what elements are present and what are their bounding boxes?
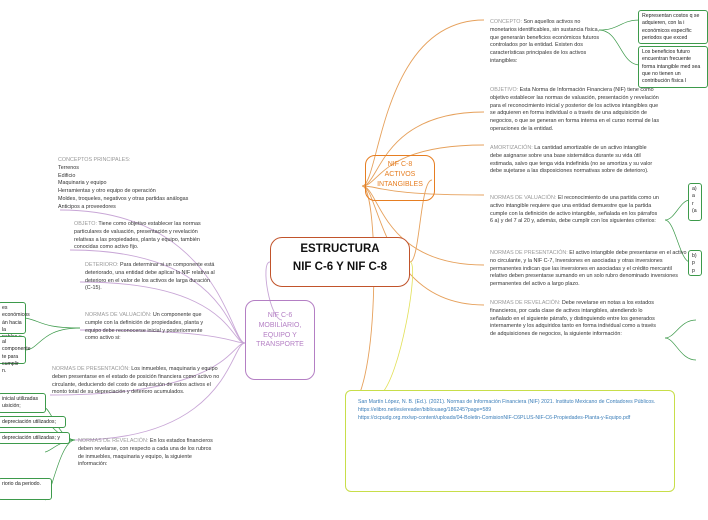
reference-link-1[interactable]: https://elibro.net/es/ereader/bibliouaeg/186245?page=589 bbox=[358, 406, 492, 413]
c6-revelacion-text: En los estados financieros deben revelarse, con respecto a cada una de los rubros de inmuebles, maquinaria y equipo, la siguiente información: bbox=[78, 438, 213, 468]
c6-objeto-label: OBJETO: bbox=[74, 221, 97, 227]
c6-concepto-6: Anticipos a proveedores bbox=[58, 203, 116, 210]
c6-conceptos[interactable] bbox=[58, 157, 218, 212]
c8-revelacion[interactable] bbox=[490, 300, 660, 339]
topic-nif-c8[interactable]: NIF C-8 ACTIVOS INTANGIBLES bbox=[365, 155, 435, 201]
c6-revelacion-label: NORMAS DE REVELACIÓN: bbox=[78, 438, 149, 444]
c6-revelacion-child-4[interactable]: riorio da periodo. bbox=[0, 478, 52, 500]
c8-revelacion-label: NORMAS DE REVELACIÓN: bbox=[490, 300, 561, 306]
c8-valuacion-child-a[interactable]: a) a r (a bbox=[688, 183, 702, 221]
c6-concepto-3: Maquinaria y equipo bbox=[58, 180, 107, 187]
c8-concepto-label: CONCEPTO: bbox=[490, 19, 522, 25]
c6-conceptos-label: CONCEPTOS PRINCIPALES: bbox=[58, 157, 131, 163]
c8-valuacion-label: NORMAS DE VALUACIÓN: bbox=[490, 195, 557, 201]
central-subtitle: NIF C-6 Y NIF C-8 bbox=[292, 260, 388, 273]
central-topic[interactable] bbox=[270, 237, 410, 287]
c6-presentacion[interactable] bbox=[52, 366, 224, 397]
reference-link-2[interactable]: https://cicpudg.org.mx/wp-content/uploads/04-Boletin-ComisionNIF-C6PLUS-NIF-C6-Propiedades-Planta-y-Equipo.pdf bbox=[358, 414, 631, 421]
c6-concepto-2: Edificio bbox=[58, 172, 76, 179]
c6-deterioro-text: Para determinar si un componente está deteriorado, una entidad debe aplicar la NIF relativa al deterioro en el valor de los activos de larga duración (C-15). bbox=[85, 262, 215, 292]
c6-objeto[interactable] bbox=[74, 221, 216, 252]
c8-valuacion-text: El reconocimiento de una partida como un activo intangible requiere que una entidad demuestre que la partida cumple con la definición de activo intangible, señalada en los párrafos 6 a) y del 7 al 20 y, además, debe cumplir con los siguientes criterios: bbox=[490, 195, 659, 225]
c6-revelacion[interactable] bbox=[78, 438, 218, 469]
c8-amortizacion-label: AMORTIZACIÓN: bbox=[490, 145, 533, 151]
c6-deterioro-label: DETERIORO: bbox=[85, 262, 119, 268]
c6-valuacion-label: NORMAS DE VALUACIÓN: bbox=[85, 312, 152, 318]
c6-valuacion-text: Un componente que cumple con la definición de propiedades, planta y equipo debe reconocerse inicial y posteriormente como activo si: bbox=[85, 312, 204, 342]
c6-concepto-5: Moldes, troqueles, negativos y otras partidas análogas bbox=[58, 196, 189, 203]
c8-objetivo-label: OBJETIVO: bbox=[490, 87, 520, 93]
c6-concepto-4: Herramientas y otro equipo de operación bbox=[58, 188, 156, 195]
central-title: ESTRUCTURA bbox=[300, 243, 380, 255]
reference-citation: San Martín López, N. B. (Ed.). (2021). Normas de Información Financiera (NIF) 2021. Instituto Mexicano de Contadores Públicos. bbox=[358, 399, 656, 405]
c8-amortizacion[interactable] bbox=[490, 145, 660, 176]
c6-objeto-text: Tiene como objetivo establecer las normas particulares de valuación, presentación y revelación relativas a las propiedades, planta y equipo, también conocidas como activo fijo. bbox=[74, 221, 201, 251]
c8-presentacion[interactable] bbox=[490, 250, 690, 289]
c6-concepto-1: Terrenos bbox=[58, 164, 79, 171]
reference-box[interactable] bbox=[345, 390, 675, 492]
c8-amortizacion-text: La cantidad amortizable de un activo intangible debe asignarse sobre una base sistemática durante su vida útil estimada, salvo que tenga vida indefinida (no se amortiza y su valor debe sujetarse a las disposiciones normativas sobre de deterioro). bbox=[490, 145, 653, 175]
c6-valuacion-child-2[interactable]: al componente te para cumplir n. bbox=[0, 336, 26, 364]
c8-concepto-text: Son aquellos activos no monetarios identificables, sin sustancia física, que generarán beneficios económicos futuros controlados por la entidad. Existen dos características principales de los activos intangibles: bbox=[490, 19, 600, 65]
c6-revelacion-child-3[interactable]: depreciación utilizadas; y bbox=[0, 432, 70, 444]
c8-presentacion-text: El activo intangible debe presentarse en el activo no circulante, y la NIF C-7, Inversiones en asociadas y otras inversiones permanentes indican que las inversiones en asociadas y el crédito mercantil relativo deben presentarse sumando en un solo rubro denominado inversiones permanentes del activo a largo plazo. bbox=[490, 250, 687, 288]
c8-objetivo-text: Esta Norma de Información Financiera (NIF) tiene como objetivo establecer las normas de valuación, presentación y revelación para el reconocimiento inicial y posterior de los activos intangibles que se adquieren en forma individual o a través de una adquisición de negocios, o que se generan en forma interna en el curso normal de las operaciones de la entidad. bbox=[490, 87, 660, 133]
topic-nif-c6[interactable]: NIF C-6 MOBILIARIO, EQUIPO Y TRANSPORTE bbox=[245, 300, 315, 380]
c8-concepto-child-1[interactable]: Representan costos q se adquieren, con la i económicos específic periodos que exced bbox=[638, 10, 708, 44]
c6-deterioro[interactable] bbox=[85, 262, 217, 293]
c8-concepto-child-2[interactable]: Los beneficios futuro encuentran frecuente forma intangible med sea que no tienen un contribución física l bbox=[638, 46, 708, 88]
c6-presentacion-text: Los inmuebles, maquinaria y equipo deben presentarse en el estado de posición financiera como activo no circulante, deduciendo del costo de adquisición de estos activos el monto total de su depreciación y deterioro acumulados. bbox=[52, 366, 220, 396]
c6-revelacion-child-2[interactable]: depreciación utilizados; bbox=[0, 416, 66, 428]
c8-valuacion[interactable] bbox=[490, 195, 660, 226]
c6-valuacion[interactable] bbox=[85, 312, 217, 343]
c8-concepto[interactable] bbox=[490, 19, 600, 66]
c8-objetivo[interactable] bbox=[490, 87, 660, 134]
c6-revelacion-child-1[interactable]: inicial utilizadas uisición; bbox=[0, 393, 46, 413]
c6-valuacion-child-1[interactable]: es económicos án hacia la bbox=[0, 302, 26, 334]
c8-valuacion-child-b[interactable]: b) p p bbox=[688, 250, 702, 276]
c6-presentacion-label: NORMAS DE PRESENTACIÓN: bbox=[52, 366, 130, 372]
c8-presentacion-label: NORMAS DE PRESENTACIÓN: bbox=[490, 250, 568, 256]
c8-revelacion-text: Debe revelarse en notas a los estados financieros, por cada clase de activos intangibles, atendiendo lo señalado en el siguiente párrafo, y distinguiendo entre los generados internamente y los adquiridos tanto en forma individual como a través de adquisiciones de negocios, la siguiente información: bbox=[490, 300, 657, 338]
